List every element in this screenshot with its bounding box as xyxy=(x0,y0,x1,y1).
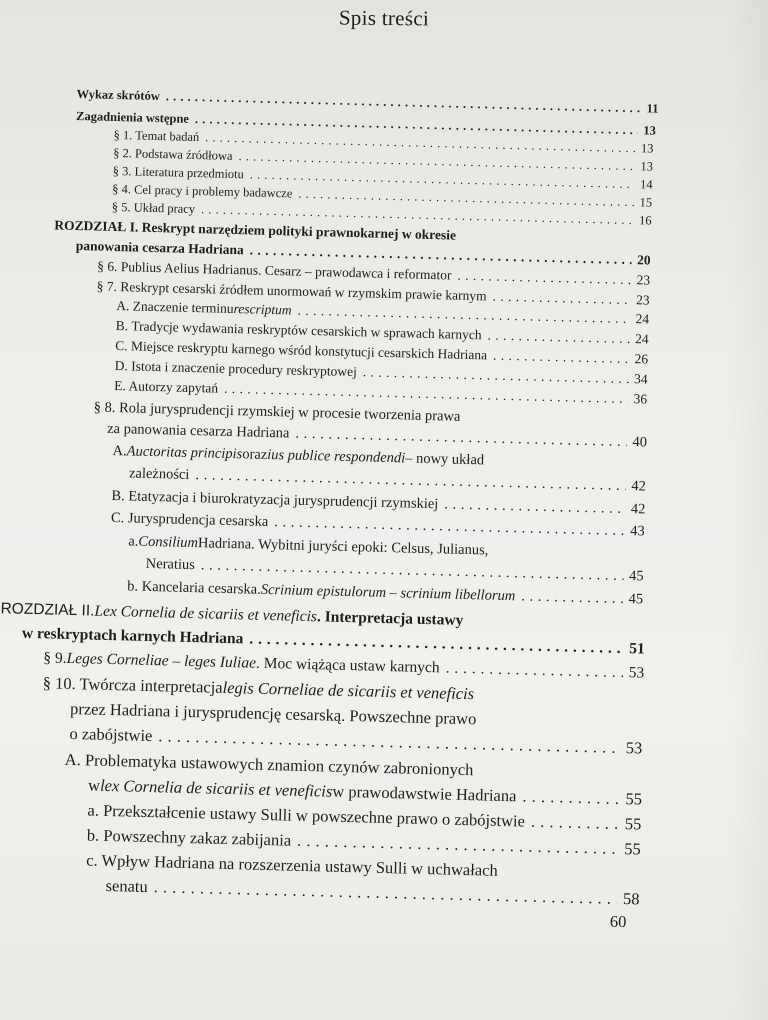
page-number: 23 xyxy=(635,292,650,308)
page-number: 13 xyxy=(643,123,657,138)
toc-entry-10aa[interactable]: a. Przekształcenie ustawy Sulli w powszechne prawo o zabójstwie . . . 55 xyxy=(87,800,641,834)
toc-entry-10a-cont[interactable]: w lex Cornelia de sicariis et veneficis w prawodawstwie Hadriana . . . 55 xyxy=(88,775,642,809)
toc-entry-section-10-cont[interactable]: przez Hadriana i jurysprudencję cesarską. Powszechne prawo xyxy=(69,699,477,729)
toc-entry-8a-cont[interactable]: zależności . . . 42 xyxy=(129,465,646,495)
page-number: 16 xyxy=(638,213,652,228)
toc-entry-section-9[interactable]: § 9. Leges Corneliae – leges Iuliae . Moc wiążąca ustaw karnych . . . 53 xyxy=(43,649,644,682)
toc-entry-10ac[interactable]: c. Wpływ Hadriana na rozszerzenia ustawy Sulli w uchwałach xyxy=(86,850,498,880)
page-number: 26 xyxy=(634,351,649,367)
page-number: 24 xyxy=(635,311,650,327)
toc-entry-abbreviations[interactable]: Wykaz skrótów . . . 11 xyxy=(76,87,658,117)
toc-entry-8cb[interactable]: b. Kancelaria cesarska. Scrinium epistulorum – scrinium libellorum . . . 45 xyxy=(127,578,643,608)
page-number: 42 xyxy=(631,478,647,495)
page-number: 60 xyxy=(609,911,627,932)
toc-chapter-2-heading-cont[interactable]: w reskryptach karnych Hadriana . . . 51 xyxy=(22,625,645,659)
toc-entry-7b[interactable]: B. Tradycje wydawania reskryptów cesarskich w sprawach karnych . . . 24 xyxy=(116,318,649,347)
page-number: 13 xyxy=(640,141,654,156)
toc-entry-section-10-cont2[interactable]: o zabójstwie . . . 53 xyxy=(69,724,642,758)
toc-entry-section-5[interactable]: § 5. Układ pracy . . . 16 xyxy=(112,200,652,229)
toc-entry-section-8[interactable]: § 8. Rola jurysprudencji rzymskiej w procesie tworzenia prawa xyxy=(93,399,461,425)
page-number: 45 xyxy=(628,591,644,608)
page-number: 55 xyxy=(625,789,643,809)
toc-entry-7a[interactable]: A. Znaczenie terminu rescriptum . . . 24 xyxy=(116,298,649,327)
page-number: 15 xyxy=(639,195,653,210)
toc-entry-8ca[interactable]: a. Consilium Hadriana. Wybitni juryści epoki: Celsus, Julianus, xyxy=(128,533,489,559)
toc-entry-section-3[interactable]: § 3. Literatura przedmiotu . . . 14 xyxy=(113,164,653,193)
toc-entry-7c[interactable]: C. Miejsce reskryptu karnego wśród konstytucji cesarskich Hadriana . . . 26 xyxy=(115,338,648,367)
page-number: 55 xyxy=(624,814,642,834)
toc-trailing-page-number xyxy=(610,912,627,932)
page-title: Spis treści xyxy=(338,5,430,31)
page-number: 14 xyxy=(639,177,653,192)
page-number: 51 xyxy=(629,640,645,658)
toc-entry-section-1[interactable]: § 1. Temat badań . . . 13 xyxy=(113,128,653,157)
toc-entry-8a[interactable]: A. Auctoritas principis oraz ius publice respondendi – nowy układ xyxy=(112,442,485,469)
toc-chapter-1-heading-cont[interactable]: panowania cesarza Hadriana . . . 20 xyxy=(76,238,651,269)
toc-entry-section-2[interactable]: § 2. Podstawa źródłowa . . . 13 xyxy=(113,146,653,175)
page-number: 43 xyxy=(630,523,645,540)
toc-entry-introduction[interactable]: Zagadnienia wstępne . . . 13 xyxy=(76,109,656,139)
toc-entry-10a[interactable]: A. Problematyka ustawowych znamion czynów zabronionych xyxy=(64,749,474,780)
page-number: 55 xyxy=(623,839,641,859)
page-number: 24 xyxy=(634,331,649,347)
toc-entry-10ac-cont[interactable]: senatu . . . 58 xyxy=(105,876,639,910)
toc-entry-7d[interactable]: D. Istota i znaczenie procedury reskryptowej . . . 34 xyxy=(115,358,648,387)
toc-entry-10ab[interactable]: b. Powszechny zakaz zabijania . . . 55 xyxy=(87,825,641,859)
page-number: 42 xyxy=(630,501,646,518)
toc-entry-section-6[interactable]: § 6. Publius Aelius Hadrianus. Cesarz – prawodawca i reformator . . . 23 xyxy=(97,259,650,289)
page-number: 13 xyxy=(640,159,654,174)
page-number: 23 xyxy=(636,272,651,288)
toc-entry-7e[interactable]: E. Autorzy zapytań . . . 36 xyxy=(114,378,647,407)
page-number: 58 xyxy=(622,889,640,909)
page-number: 11 xyxy=(646,101,659,116)
toc-entry-section-8-cont[interactable]: za panowania cesarza Hadriana . . . 40 xyxy=(107,421,647,452)
page-number: 40 xyxy=(632,434,648,451)
toc-chapter-2-heading[interactable]: ROZDZIAŁ II. Lex Cornelia de sicariis et veneficis . Interpretacja ustawy xyxy=(0,600,464,629)
toc-entry-section-10[interactable]: § 10. Twórcza interpretacja legis Corneliae de sicariis et veneficis xyxy=(42,673,475,704)
page-number: 53 xyxy=(625,738,643,758)
page-number: 34 xyxy=(633,371,648,387)
toc-entry-8c[interactable]: C. Jurysprudencja cesarska . . . 43 xyxy=(111,510,645,541)
page-number: 45 xyxy=(628,568,644,585)
page-number: 20 xyxy=(636,252,651,268)
toc-entry-section-7[interactable]: § 7. Reskrypt cesarski źródłem unormowań w rzymskim prawie karnym . . . 23 xyxy=(97,279,650,309)
toc-entry-8b[interactable]: B. Etatyzacja i biurokratyzacja jurysprudencji rzymskiej . . . 42 xyxy=(111,488,645,519)
toc-entry-8ca-cont[interactable]: Neratius . . . 45 xyxy=(146,556,644,586)
toc-entry-section-4[interactable]: § 4. Cel pracy i problemy badawcze . . . 15 xyxy=(112,182,652,211)
page-number: 53 xyxy=(628,664,645,682)
page-number: 36 xyxy=(633,391,648,407)
toc-chapter-1-heading[interactable]: ROZDZIAŁ I. Reskrypt narzędziem polityki prawnokarnej w okresie xyxy=(54,217,457,243)
